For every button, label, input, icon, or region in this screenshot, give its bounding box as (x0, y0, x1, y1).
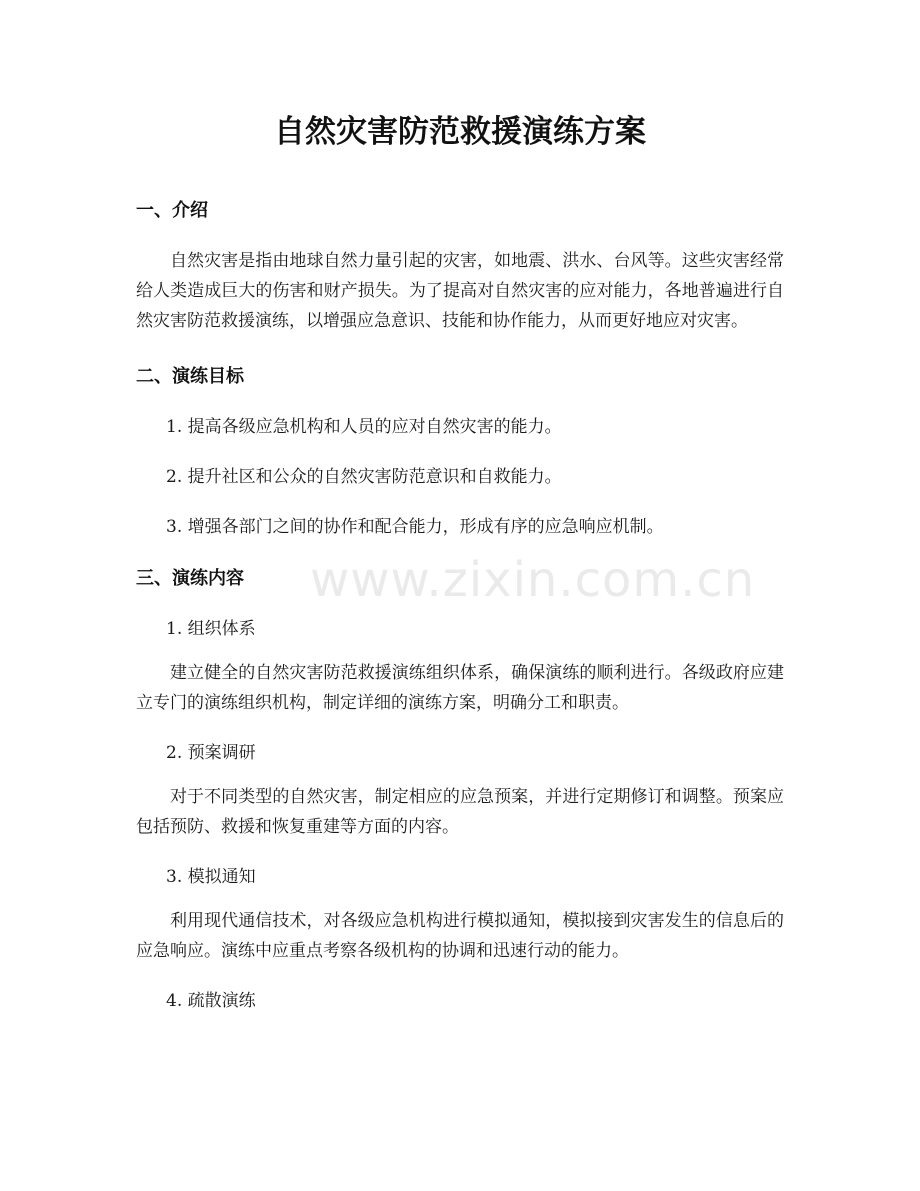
section-heading-goals: 二、演练目标 (136, 366, 244, 387)
content-subsection-paragraph-2: 对于不同类型的自然灾害，制定相应的应急预案，并进行定期修订和调整。预案应包括预防、救援和恢复重建等方面的内容。 (136, 787, 784, 837)
content-subsection-label-4: 4. 疏散演练 (166, 991, 256, 1011)
goal-item-2: 2. 提升社区和公众的自然灾害防范意识和自救能力。 (166, 467, 562, 487)
content-subsection-label-2: 2. 预案调研 (166, 743, 256, 763)
intro-paragraph: 自然灾害是指由地球自然力量引起的灾害，如地震、洪水、台风等。这些灾害经常给人类造成巨大的伤害和财产损失。为了提高对自然灾害的应对能力，各地普遍进行自然灾害防范救援演练，以增强应急意识、技能和协作能力，从而更好地应对灾害。 (136, 251, 784, 331)
goal-item-1: 1. 提高各级应急机构和人员的应对自然灾害的能力。 (166, 417, 562, 437)
content-subsection-paragraph-1: 建立健全的自然灾害防范救援演练组织体系，确保演练的顺利进行。各级政府应建立专门的演练组织机构，制定详细的演练方案，明确分工和职责。 (136, 663, 784, 713)
section-heading-content: 三、演练内容 (136, 568, 244, 589)
content-subsection-label-3: 3. 模拟通知 (166, 867, 256, 887)
content-subsection-label-1: 1. 组织体系 (166, 619, 256, 639)
goal-item-3: 3. 增强各部门之间的协作和配合能力，形成有序的应急响应机制。 (166, 517, 664, 537)
section-heading-intro: 一、介绍 (136, 200, 208, 221)
content-subsection-paragraph-3: 利用现代通信技术，对各级应急机构进行模拟通知，模拟接到灾害发生的信息后的应急响应。演练中应重点考察各级机构的协调和迅速行动的能力。 (136, 911, 784, 961)
document-title: 自然灾害防范救援演练方案 (274, 114, 646, 150)
watermark: www.zixin.com.cn (310, 552, 756, 608)
